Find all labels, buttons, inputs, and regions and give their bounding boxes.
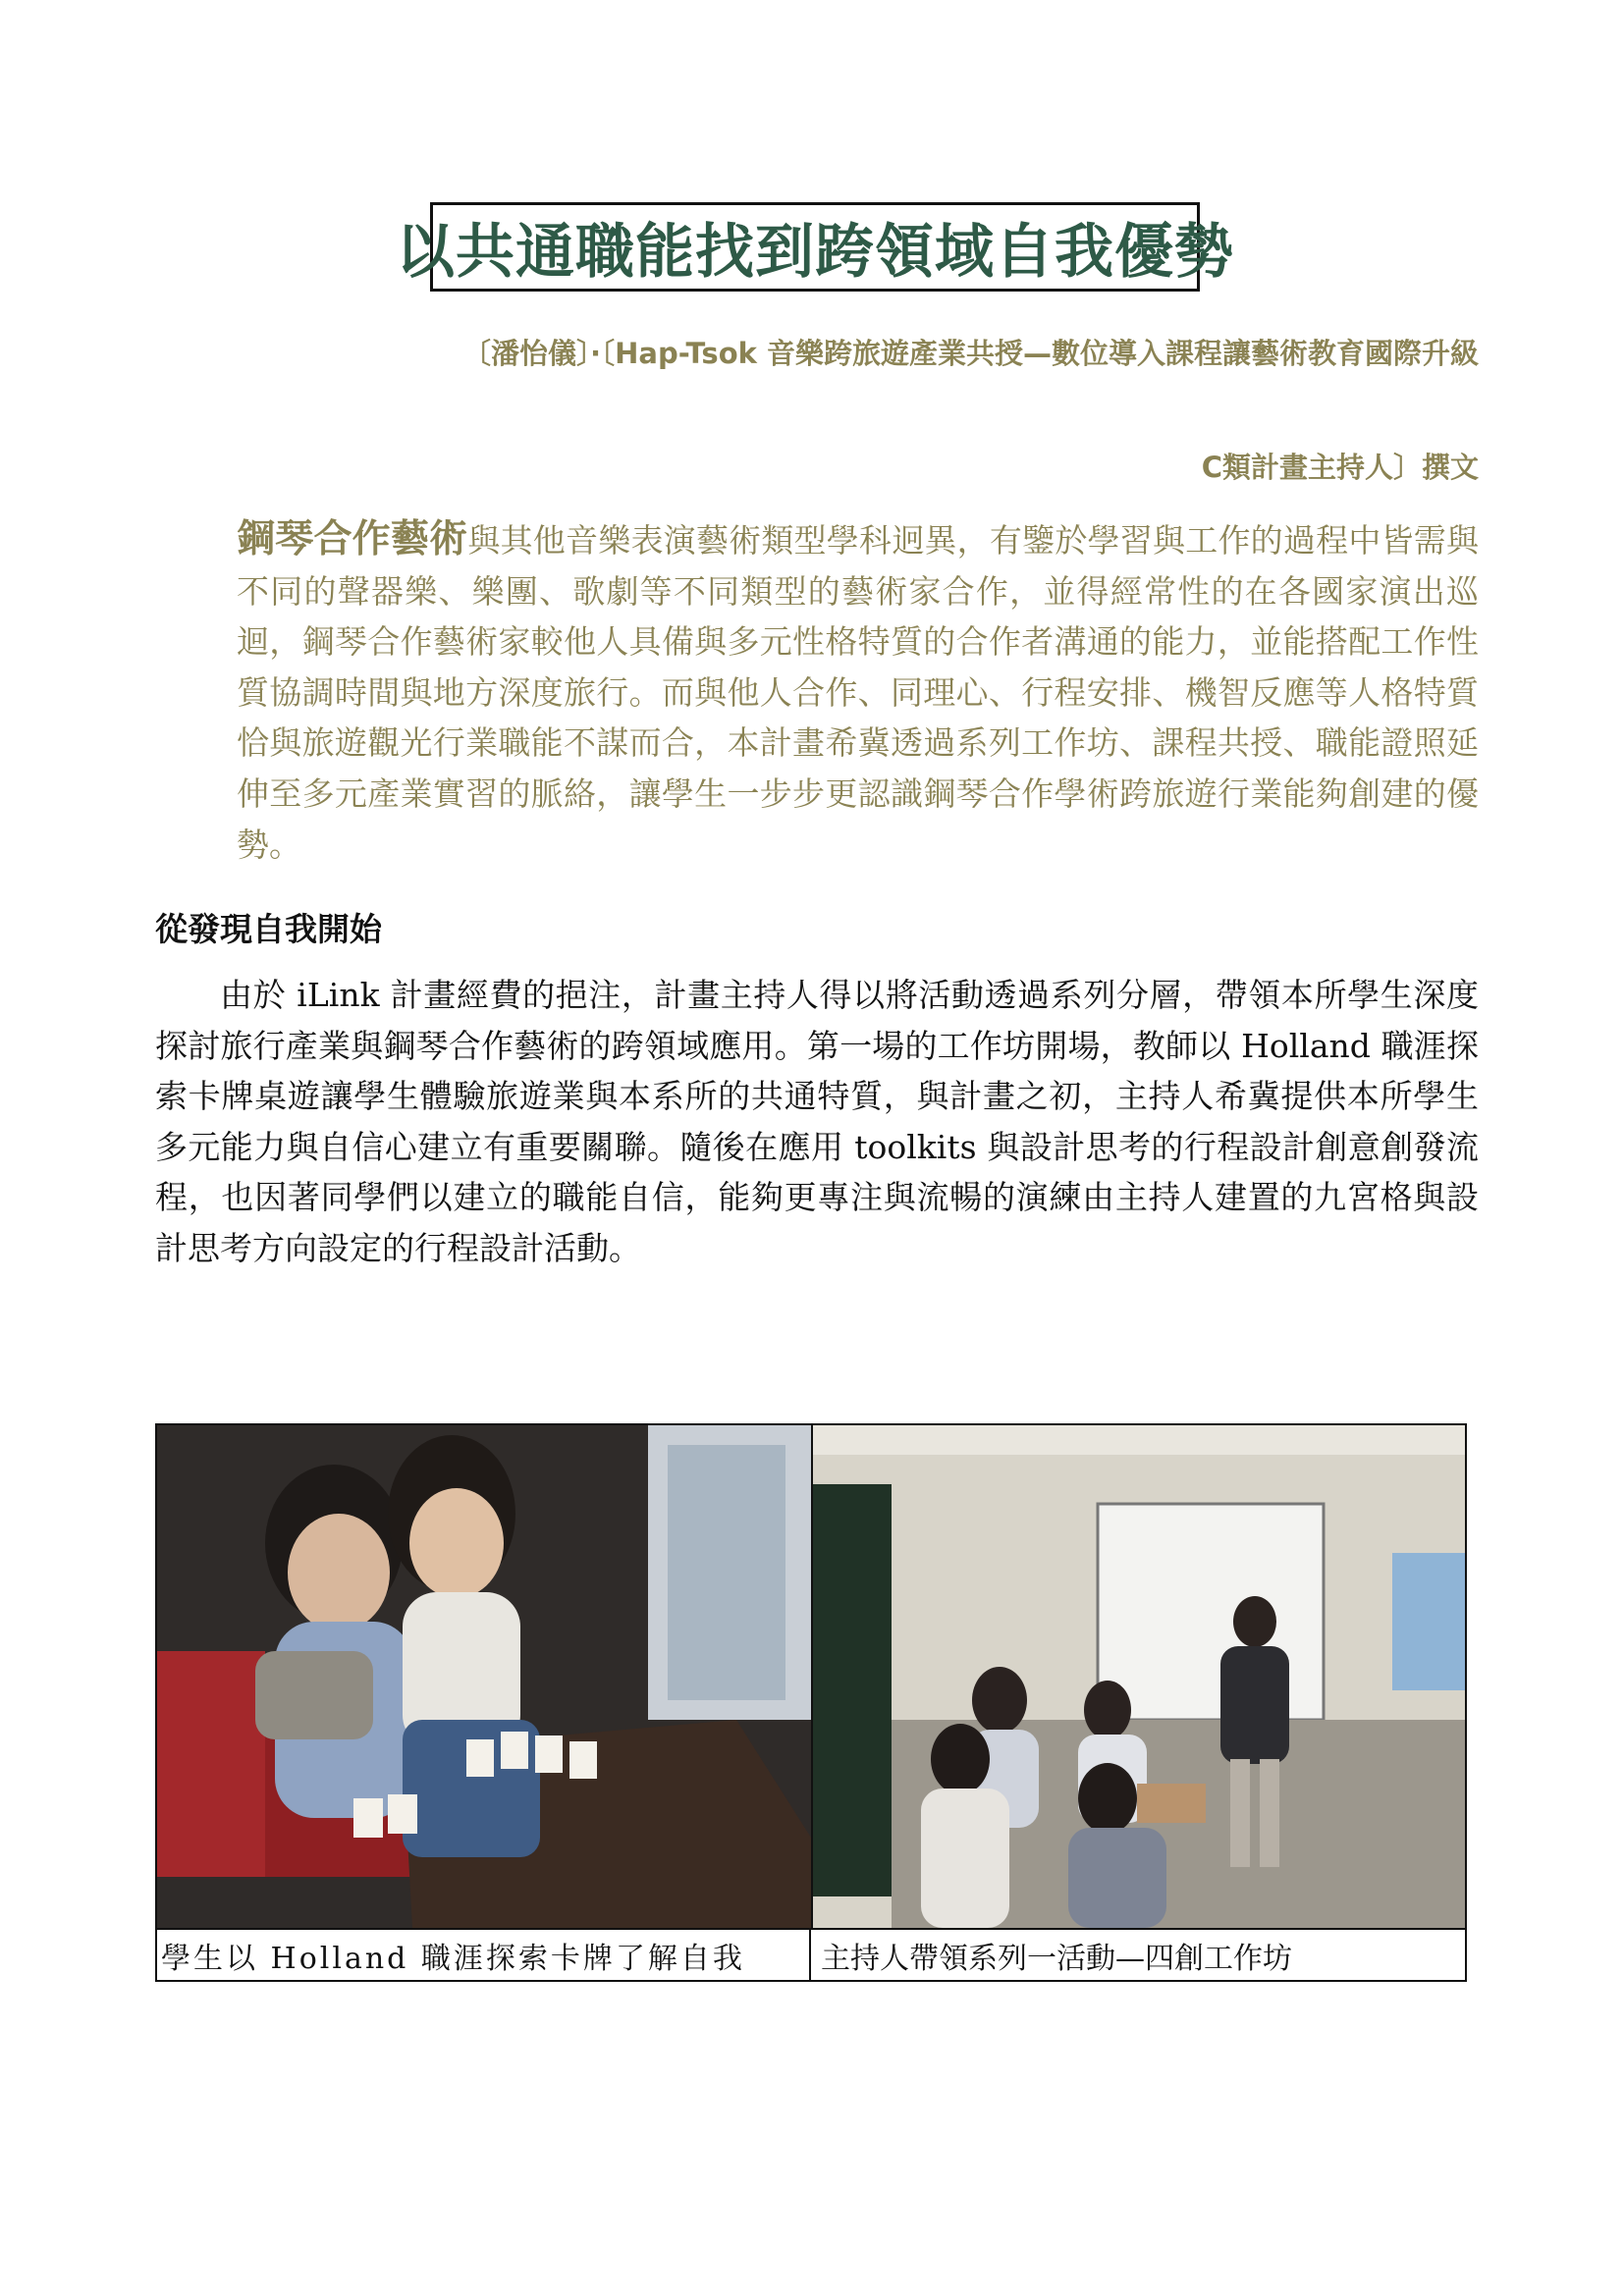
photo-workshop <box>813 1425 1465 1928</box>
photo-caption-left: 學生以 Holland 職涯探索卡牌了解自我 <box>157 1930 811 1980</box>
photo-table <box>155 1423 1467 1982</box>
photo-workshop-illustration <box>813 1425 1465 1928</box>
author-byline-line-2: C類計畫主持人〕撰文 <box>1201 451 1479 484</box>
photo-students-card-game <box>157 1425 813 1928</box>
page-title: 以共通職能找到跨領域自我優勢 <box>430 202 1200 292</box>
intro-text: 與其他音樂表演藝術類型學科迥異，有鑒於學習與工作的過程中皆需與不同的聲器樂、樂團、歌劇等不同類型的藝術家合作，並得經常性的在各國家演出巡迴，鋼琴合作藝術家較他人具備與多元性格特質的合作者溝通的能力，並能搭配工作性質協調時間與地方深度旅行。而與他人合作、同理心、行程安排、機智反應等人格特質恰與旅遊觀光行業職能不謀而合，本計畫希冀透過系列工作坊、課程共授、職能證照延伸至多元產業實習的脈絡，讓學生一步步更認識鋼琴合作學術跨旅遊行業能夠創建的優勢。 <box>237 521 1479 864</box>
intro-paragraph <box>237 514 1479 870</box>
caption-row <box>157 1928 1465 1980</box>
intro-lead-phrase: 鋼琴合作藝術 <box>237 517 468 561</box>
section-heading: 從發現自我開始 <box>155 910 382 948</box>
section-paragraph: 由於 iLink 計畫經費的挹注，計畫主持人得以將活動透過系列分層，帶領本所學生深度探討旅行產業與鋼琴合作藝術的跨領域應用。第一場的工作坊開場，教師以 Holland 職涯探索卡牌桌遊讓學生體驗旅遊業與本系所的共通特質，與計畫之初，主持人希冀提供本所學生多元能力與自信心建立有重要關聯。隨後在應用 toolkits 與設計思考的行程設計創意創發流程，也因著同學們以建立的職能自信，能夠更專注與流暢的演練由主持人建置的九宮格與設計思考方向設定的行程設計活動。 <box>155 976 1479 1267</box>
photo-caption-right: 主持人帶領系列一活動—四創工作坊 <box>821 1941 1292 1976</box>
photo-students-card-game-illustration <box>157 1425 811 1928</box>
author-byline-line-1: 〔潘怡儀〕‧〔Hap-Tsok 音樂跨旅遊產業共授—數位導入課程讓藝術教育國際升級 <box>462 337 1479 370</box>
